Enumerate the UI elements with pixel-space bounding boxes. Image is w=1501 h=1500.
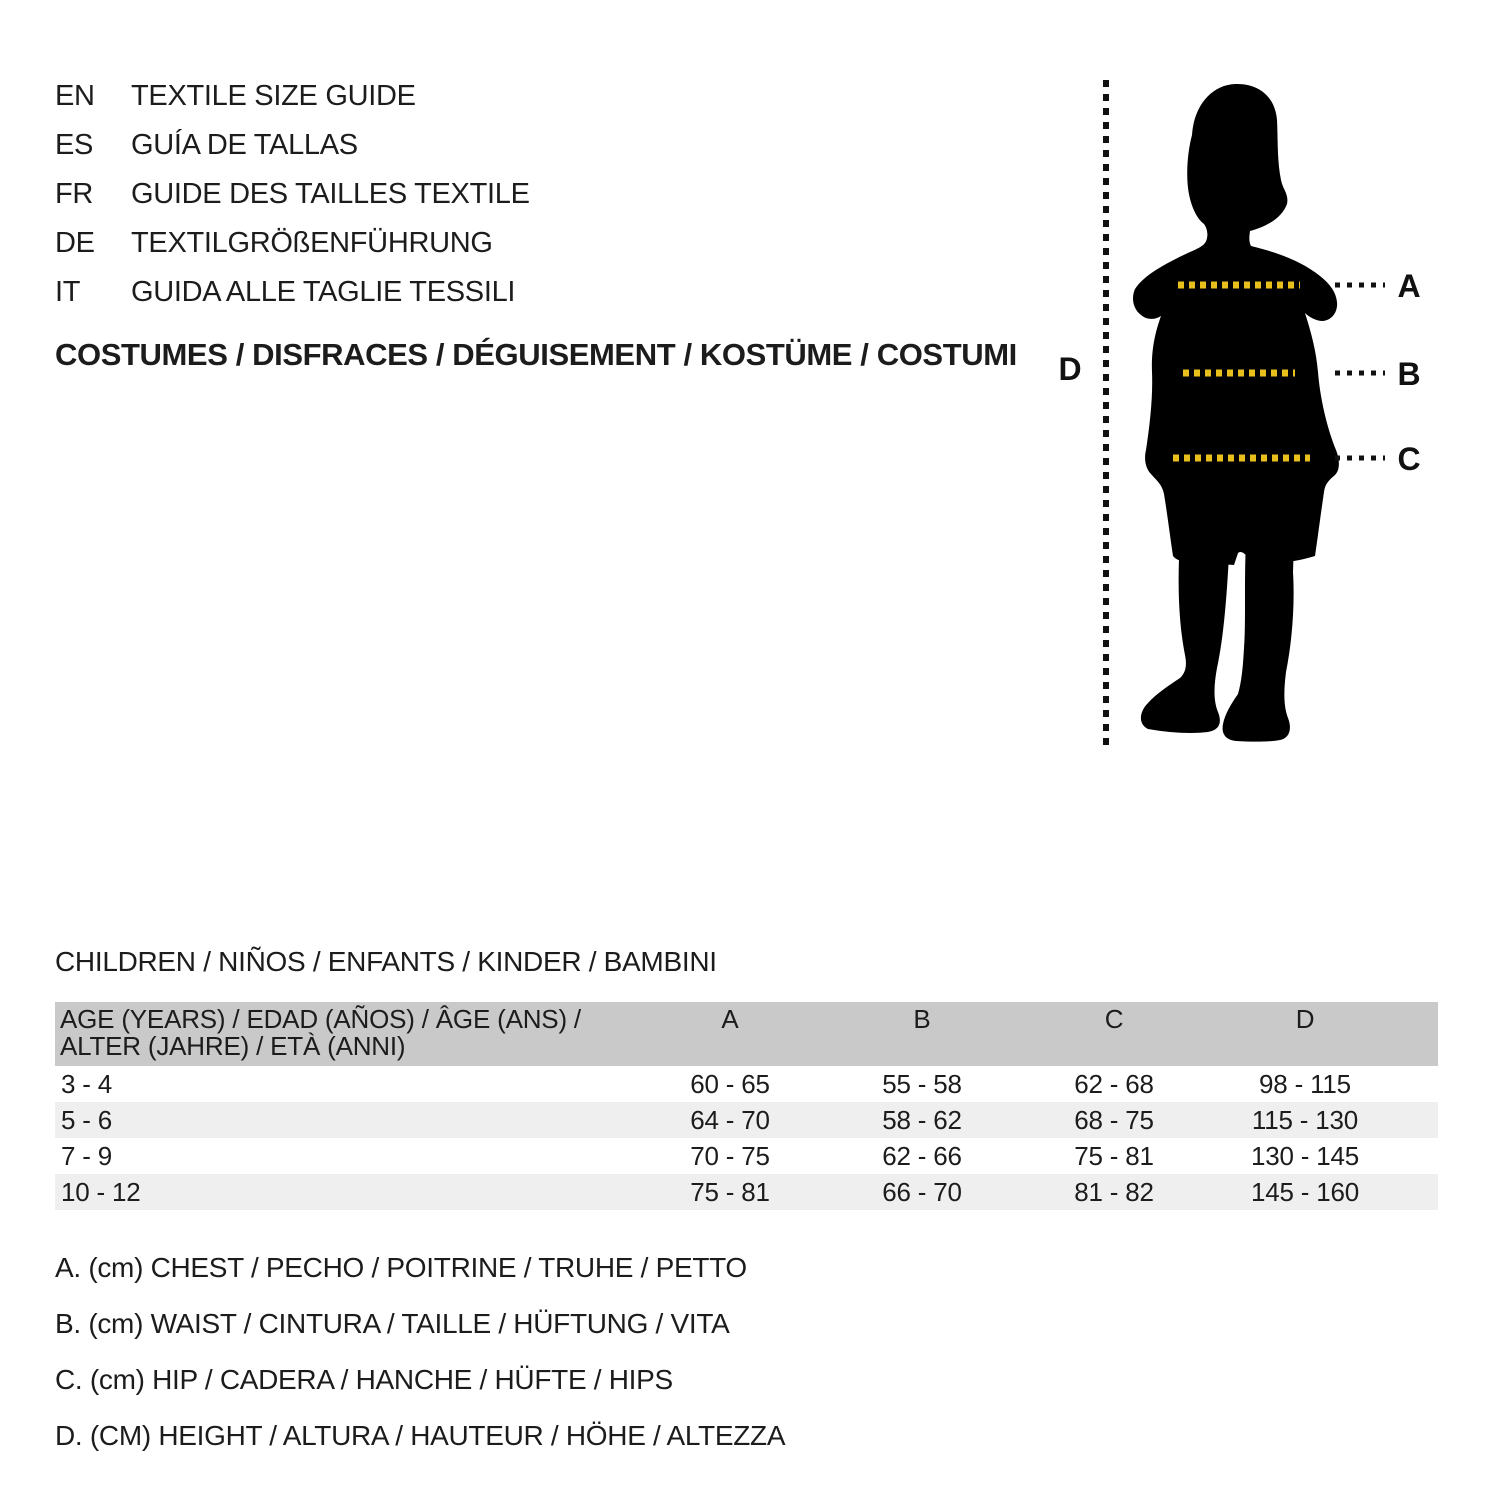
legend-height: D. (CM) HEIGHT / ALTURA / HAUTEUR / HÖHE / ALTEZZA (55, 1420, 786, 1451)
child-silhouette-icon (1133, 84, 1339, 742)
waist-cell: 58 - 62 (882, 1105, 962, 1135)
age-header-line2: ALTER (JAHRE) / ETÀ (ANNI) (60, 1031, 406, 1061)
table-header-row (55, 1002, 1438, 1066)
column-header-c: C (1104, 1004, 1124, 1034)
age-cell: 5 - 6 (61, 1105, 113, 1135)
category-title: COSTUMES / DISFRACES / DÉGUISEMENT / KOSTÜME / COSTUMI (55, 337, 1017, 372)
chest-cell: 70 - 75 (690, 1141, 770, 1171)
height-cell: 98 - 115 (1259, 1069, 1351, 1099)
height-cell: 145 - 160 (1250, 1177, 1360, 1207)
chest-cell: 60 - 65 (690, 1069, 770, 1099)
language-row-en (55, 72, 530, 121)
guide-title-es: GUÍA DE TALLAS (131, 129, 358, 161)
language-title-list (55, 72, 530, 317)
column-header-b: B (913, 1004, 931, 1034)
language-row-it (55, 268, 530, 317)
table-section-title: CHILDREN / NIÑOS / ENFANTS / KINDER / BAMBINI (55, 946, 717, 977)
waist-cell: 66 - 70 (882, 1177, 962, 1207)
height-label: D (1058, 351, 1082, 387)
language-row-es (55, 121, 530, 170)
guide-title-en: TEXTILE SIZE GUIDE (131, 80, 416, 112)
age-cell: 7 - 9 (61, 1141, 113, 1171)
hip-cell: 75 - 81 (1074, 1141, 1154, 1171)
chest-label: A (1397, 268, 1421, 304)
silhouette-left-leg (1141, 540, 1230, 733)
table-row (55, 1102, 1438, 1138)
guide-title-it: GUIDA ALLE TAGLIE TESSILI (131, 276, 516, 308)
height-cell: 130 - 145 (1250, 1141, 1360, 1171)
legend-hip: C. (cm) HIP / CADERA / HANCHE / HÜFTE / HIPS (55, 1364, 673, 1395)
guide-title-fr: GUIDE DES TAILLES TEXTILE (131, 178, 530, 210)
hip-label: C (1397, 441, 1421, 477)
language-row-fr (55, 170, 530, 219)
hip-cell: 68 - 75 (1074, 1105, 1154, 1135)
guide-title-de: TEXTILGRÖßENFÜHRUNG (131, 227, 493, 259)
children-size-table (55, 1002, 1438, 1210)
table-row (55, 1138, 1438, 1174)
silhouette-right-leg (1223, 540, 1294, 742)
column-header-d: D (1295, 1004, 1315, 1034)
waist-cell: 62 - 66 (882, 1141, 962, 1171)
column-header-a: A (721, 1004, 739, 1034)
table-row (55, 1066, 1438, 1102)
age-cell: 3 - 4 (61, 1069, 113, 1099)
language-row-de (55, 219, 530, 268)
language-code: IT (55, 276, 81, 308)
hip-cell: 62 - 68 (1074, 1069, 1154, 1099)
hip-cell: 81 - 82 (1074, 1177, 1154, 1207)
measurement-figure (1040, 70, 1460, 760)
legend-waist: B. (cm) WAIST / CINTURA / TAILLE / HÜFTUNG / VITA (55, 1308, 730, 1339)
chest-cell: 64 - 70 (690, 1105, 770, 1135)
age-column-header (55, 1002, 634, 1066)
silhouette-body (1133, 84, 1339, 565)
chest-cell: 75 - 81 (690, 1177, 770, 1207)
table-row (55, 1174, 1438, 1210)
measurement-legend (55, 1240, 785, 1464)
language-code: FR (55, 178, 94, 210)
waist-cell: 55 - 58 (882, 1069, 962, 1099)
waist-label: B (1397, 356, 1421, 392)
height-cell: 115 - 130 (1251, 1105, 1359, 1135)
language-code: DE (55, 227, 95, 259)
legend-chest: A. (cm) CHEST / PECHO / POITRINE / TRUHE / PETTO (55, 1252, 747, 1283)
language-code: ES (55, 129, 94, 161)
language-code: EN (55, 80, 95, 112)
age-header-line1: AGE (YEARS) / EDAD (AÑOS) / ÂGE (ANS) / (60, 1004, 581, 1034)
age-cell: 10 - 12 (61, 1177, 141, 1207)
